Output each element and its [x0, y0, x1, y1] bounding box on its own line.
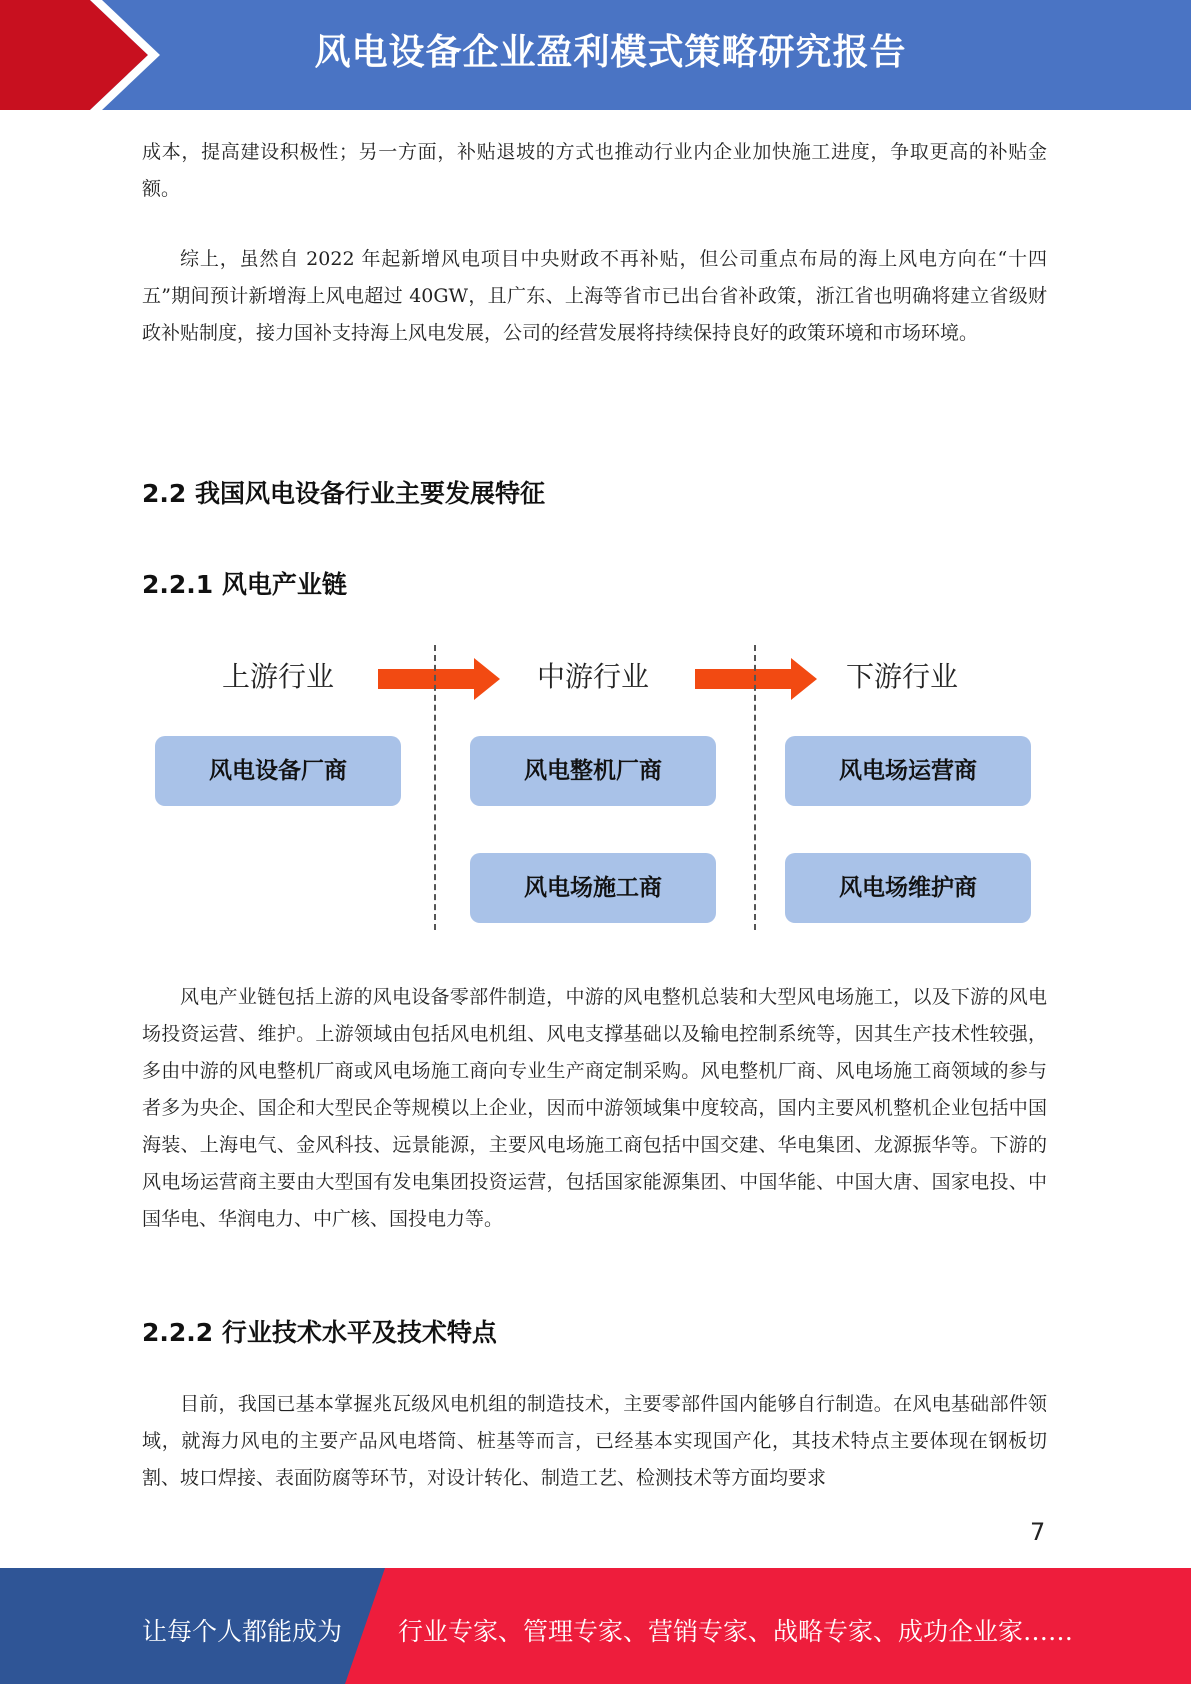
section-heading-2-2: 2.2 我国风电设备行业主要发展特征	[142, 479, 545, 508]
paragraph-3: 风电产业链包括上游的风电设备零部件制造，中游的风电整机总装和大型风电场施工，以及下游的风电场投资运营、维护。上游领域由包括风电机组、风电支撑基础以及输电控制系统等，因其生产技术性较强，多由中游的风电整机厂商或风电场施工商向专业生产商定制采购。风电整机厂商、风电场施工商领域的参与者多为央企、国企和大型民企等规模以上企业，因而中游领域集中度较高，国内主要风机整机企业包括中国海装、上海电气、金风科技、远景能源，主要风电场施工商包括中国交建、华电集团、龙源振华等。下游的风电场运营商主要由大型国有发电集团投资运营，包括国家能源集团、中国华能、中国大唐、国家电投、中国华电、华润电力、中广核、国投电力等。	[142, 986, 1047, 1230]
industry-chain-diagram	[142, 640, 1052, 940]
arrow-right-icon	[378, 658, 500, 700]
section-heading-2-2-2: 2.2.2 行业技术水平及技术特点	[142, 1318, 497, 1347]
arrow-right-icon	[695, 658, 817, 700]
paragraph-4: 目前，我国已基本掌握兆瓦级风电机组的制造技术，主要零部件国内能够自行制造。在风电基础部件领域，就海力风电的主要产品风电塔筒、桩基等而言，已经基本实现国产化，其技术特点主要体现在钢板切割、坡口焊接、表面防腐等环节，对设计转化、制造工艺、检测技术等方面均要求	[142, 1393, 1047, 1489]
chip-downstream-maintenance: 风电场维护商	[785, 853, 1031, 923]
column-title-midstream: 中游行业	[536, 660, 649, 693]
chip-midstream-turbine-maker: 风电整机厂商	[470, 736, 716, 806]
chip-upstream-equipment-maker: 风电设备厂商	[155, 736, 401, 806]
divider-dashed-line	[434, 645, 436, 930]
section-heading-2-2-1: 2.2.1 风电产业链	[142, 570, 347, 599]
page-number: 7	[1030, 1518, 1046, 1546]
column-title-downstream: 下游行业	[845, 660, 958, 693]
chip-midstream-construction: 风电场施工商	[470, 853, 716, 923]
divider-dashed-line	[754, 645, 756, 930]
page-header	[0, 0, 1191, 110]
paragraph-2: 综上，虽然自 2022 年起新增风电项目中央财政不再补贴，但公司重点布局的海上风电方向在“十四五”期间预计新增海上风电超过 40GW，且广东、上海等省市已出台省补政策，浙江省也明确将建立省级财政补贴制度，接力国补支持海上风电发展，公司的经营发展将持续保持良好的政策环境和市场环境。	[142, 248, 1047, 344]
footer-slogan-right: 行业专家、管理专家、营销专家、战略专家、成功企业家……	[398, 1617, 1074, 1646]
column-title-upstream: 上游行业	[221, 660, 334, 693]
paragraph-1: 成本，提高建设积极性；另一方面，补贴退坡的方式也推动行业内企业加快施工进度，争取更高的补贴金额。	[142, 141, 1047, 200]
footer-slogan-left: 让每个人都能成为	[142, 1617, 343, 1646]
chip-downstream-operator: 风电场运营商	[785, 736, 1031, 806]
header-title: 风电设备企业盈利模式策略研究报告	[314, 32, 907, 73]
